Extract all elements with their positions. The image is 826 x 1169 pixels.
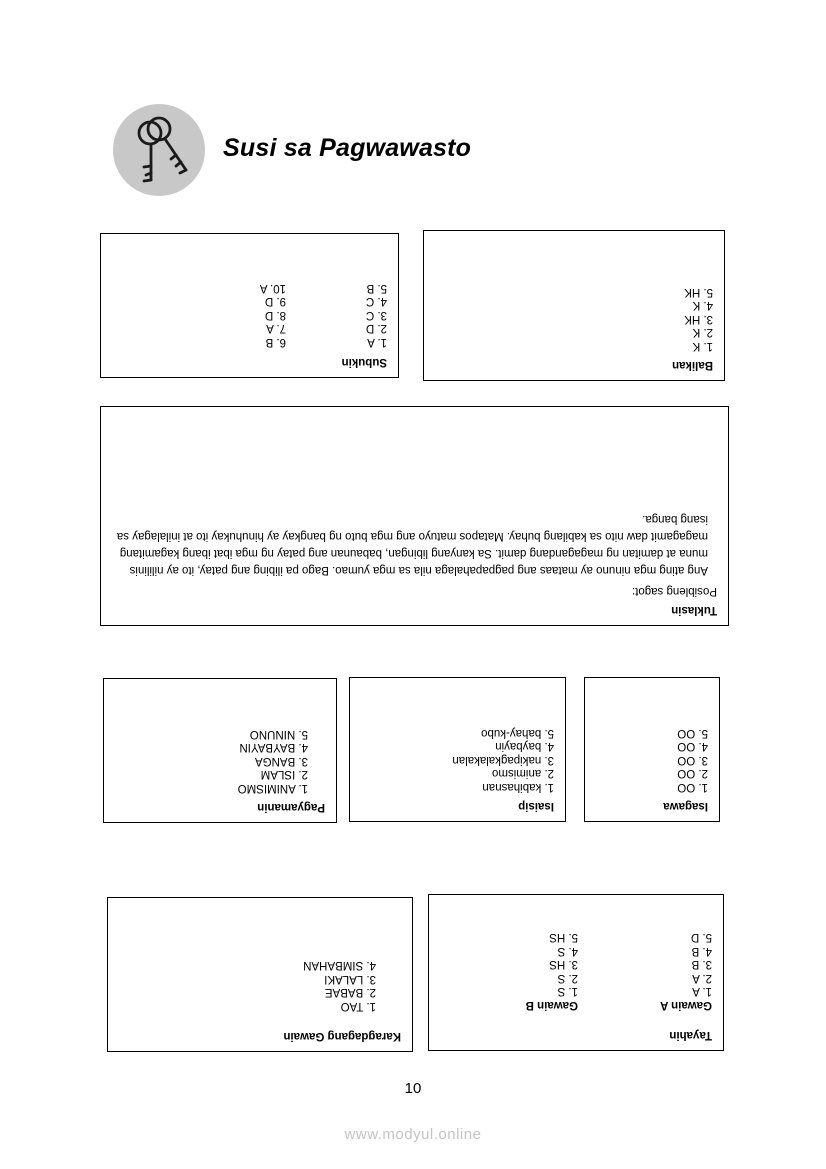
- gawain-b-label: Gawain B: [525, 999, 578, 1011]
- list-item: 7. A: [266, 322, 286, 335]
- subukin-header: Subukin: [341, 356, 387, 368]
- tuklasin-header: Tuklasin: [671, 604, 717, 616]
- isagawa-box: [584, 677, 720, 822]
- karagdagang-list: [303, 958, 376, 1012]
- tayahin-header: Tayahin: [669, 1029, 712, 1041]
- list-item: 2. OO: [677, 767, 708, 780]
- list-item: 3. nakipagkalakalan: [452, 754, 554, 766]
- pagyamanin-header: Pagyamanin: [257, 801, 325, 813]
- karagdagang-gawain-box: [107, 897, 413, 1052]
- isaisip-list: [452, 726, 554, 794]
- list-item: 1. ANIMISMO: [237, 782, 308, 794]
- balikan-list: [684, 285, 713, 353]
- list-item: 4. S: [557, 945, 578, 957]
- list-item: 3. OO: [677, 754, 708, 766]
- list-item: 2. ISLAM: [260, 768, 308, 781]
- list-item: 2. D: [365, 322, 387, 335]
- karagdagang-header: Karagdagang Gawain: [283, 1030, 401, 1042]
- pagyamanin-box: [103, 678, 337, 823]
- isaisip-header: Isaisip: [518, 800, 554, 812]
- isaisip-box: [349, 677, 566, 822]
- list-item: 2. S: [557, 972, 578, 984]
- list-item: 8. D: [264, 309, 286, 321]
- tayahin-box: [428, 894, 724, 1051]
- list-item: 10. A: [259, 282, 286, 294]
- tuklasin-box: [100, 406, 729, 626]
- gawain-b-list: [526, 930, 578, 1011]
- balikan-box: [423, 230, 725, 381]
- list-item: 2. BABAE: [324, 986, 376, 999]
- list-item: 3. BANGA: [254, 755, 308, 767]
- pagyamanin-list: [238, 727, 308, 795]
- list-item: 4. C: [365, 295, 387, 308]
- isagawa-list: [677, 726, 708, 794]
- list-item: 3. HS: [549, 958, 578, 971]
- gawain-a-label: Gawain A: [660, 999, 712, 1011]
- list-item: 5. B: [366, 282, 387, 294]
- watermark: www.modyul.online: [344, 1126, 482, 1143]
- list-item: 1. TAO: [340, 1000, 376, 1012]
- list-item: 1. kabihasnan: [482, 781, 554, 793]
- list-item: 4. K: [692, 299, 713, 312]
- list-item: 5. D: [690, 931, 712, 944]
- list-item: 4. baybayin: [495, 740, 554, 753]
- gawain-a-list: [660, 930, 712, 1011]
- subukin-col2: [260, 281, 286, 349]
- list-item: 1. S: [557, 985, 578, 998]
- list-item: 2. K: [692, 326, 713, 339]
- list-item: 5. OO: [677, 727, 708, 739]
- balikan-header: Balikan: [672, 359, 713, 371]
- list-item: 1. A: [367, 336, 387, 348]
- list-item: 4. B: [691, 945, 712, 957]
- isagawa-header: Isagawa: [663, 800, 708, 812]
- list-item: 5. bahay-kubo: [481, 727, 554, 739]
- list-item: 1. A: [692, 985, 712, 998]
- list-item: 4. BAYBAYIN: [239, 741, 308, 754]
- list-item: 2. A: [692, 972, 712, 984]
- list-item: 5. NINUNO: [249, 728, 308, 740]
- subukin-col1: [366, 281, 387, 349]
- answer-text: Ang ating mga ninuno ay mataas ang pagpapahalaga nila sa mga yumao. Bago pa ilibing ang patay, ito ay nililinis muna at damitan ng magagandang damit. Sa kanyang libingan, babaunan ang patay ng mga ibat ibang kagamitang magagamit daw nito sa kabilang buhay. Matapos matuyo ang mga buto ng bangkay ay hinuhukay ito at inilalagay sa isang banga.: [116, 513, 708, 576]
- list-item: 3. B: [691, 958, 712, 971]
- subukin-box: [100, 233, 399, 378]
- list-item: 4. OO: [677, 740, 708, 753]
- list-item: 3. C: [365, 309, 387, 321]
- list-item: 6. B: [265, 336, 286, 348]
- keys-icon: [113, 104, 205, 196]
- answer-label: Posibleng sagot:: [631, 585, 717, 597]
- page-title: Susi sa Pagwawasto: [223, 134, 472, 162]
- list-item: 4. SIMBAHAN: [303, 959, 376, 972]
- list-item: 3. LALAKI: [324, 973, 376, 985]
- list-item: 9. D: [264, 295, 286, 308]
- list-item: 2. animismo: [492, 767, 554, 780]
- list-item: 3. HK: [684, 313, 713, 325]
- list-item: 5. HK: [684, 286, 713, 298]
- list-item: 1. OO: [677, 781, 708, 793]
- list-item: 1. K: [692, 340, 713, 352]
- page-number: 10: [404, 1080, 422, 1097]
- list-item: 5. HS: [549, 931, 578, 944]
- tuklasin-answer: [113, 510, 717, 599]
